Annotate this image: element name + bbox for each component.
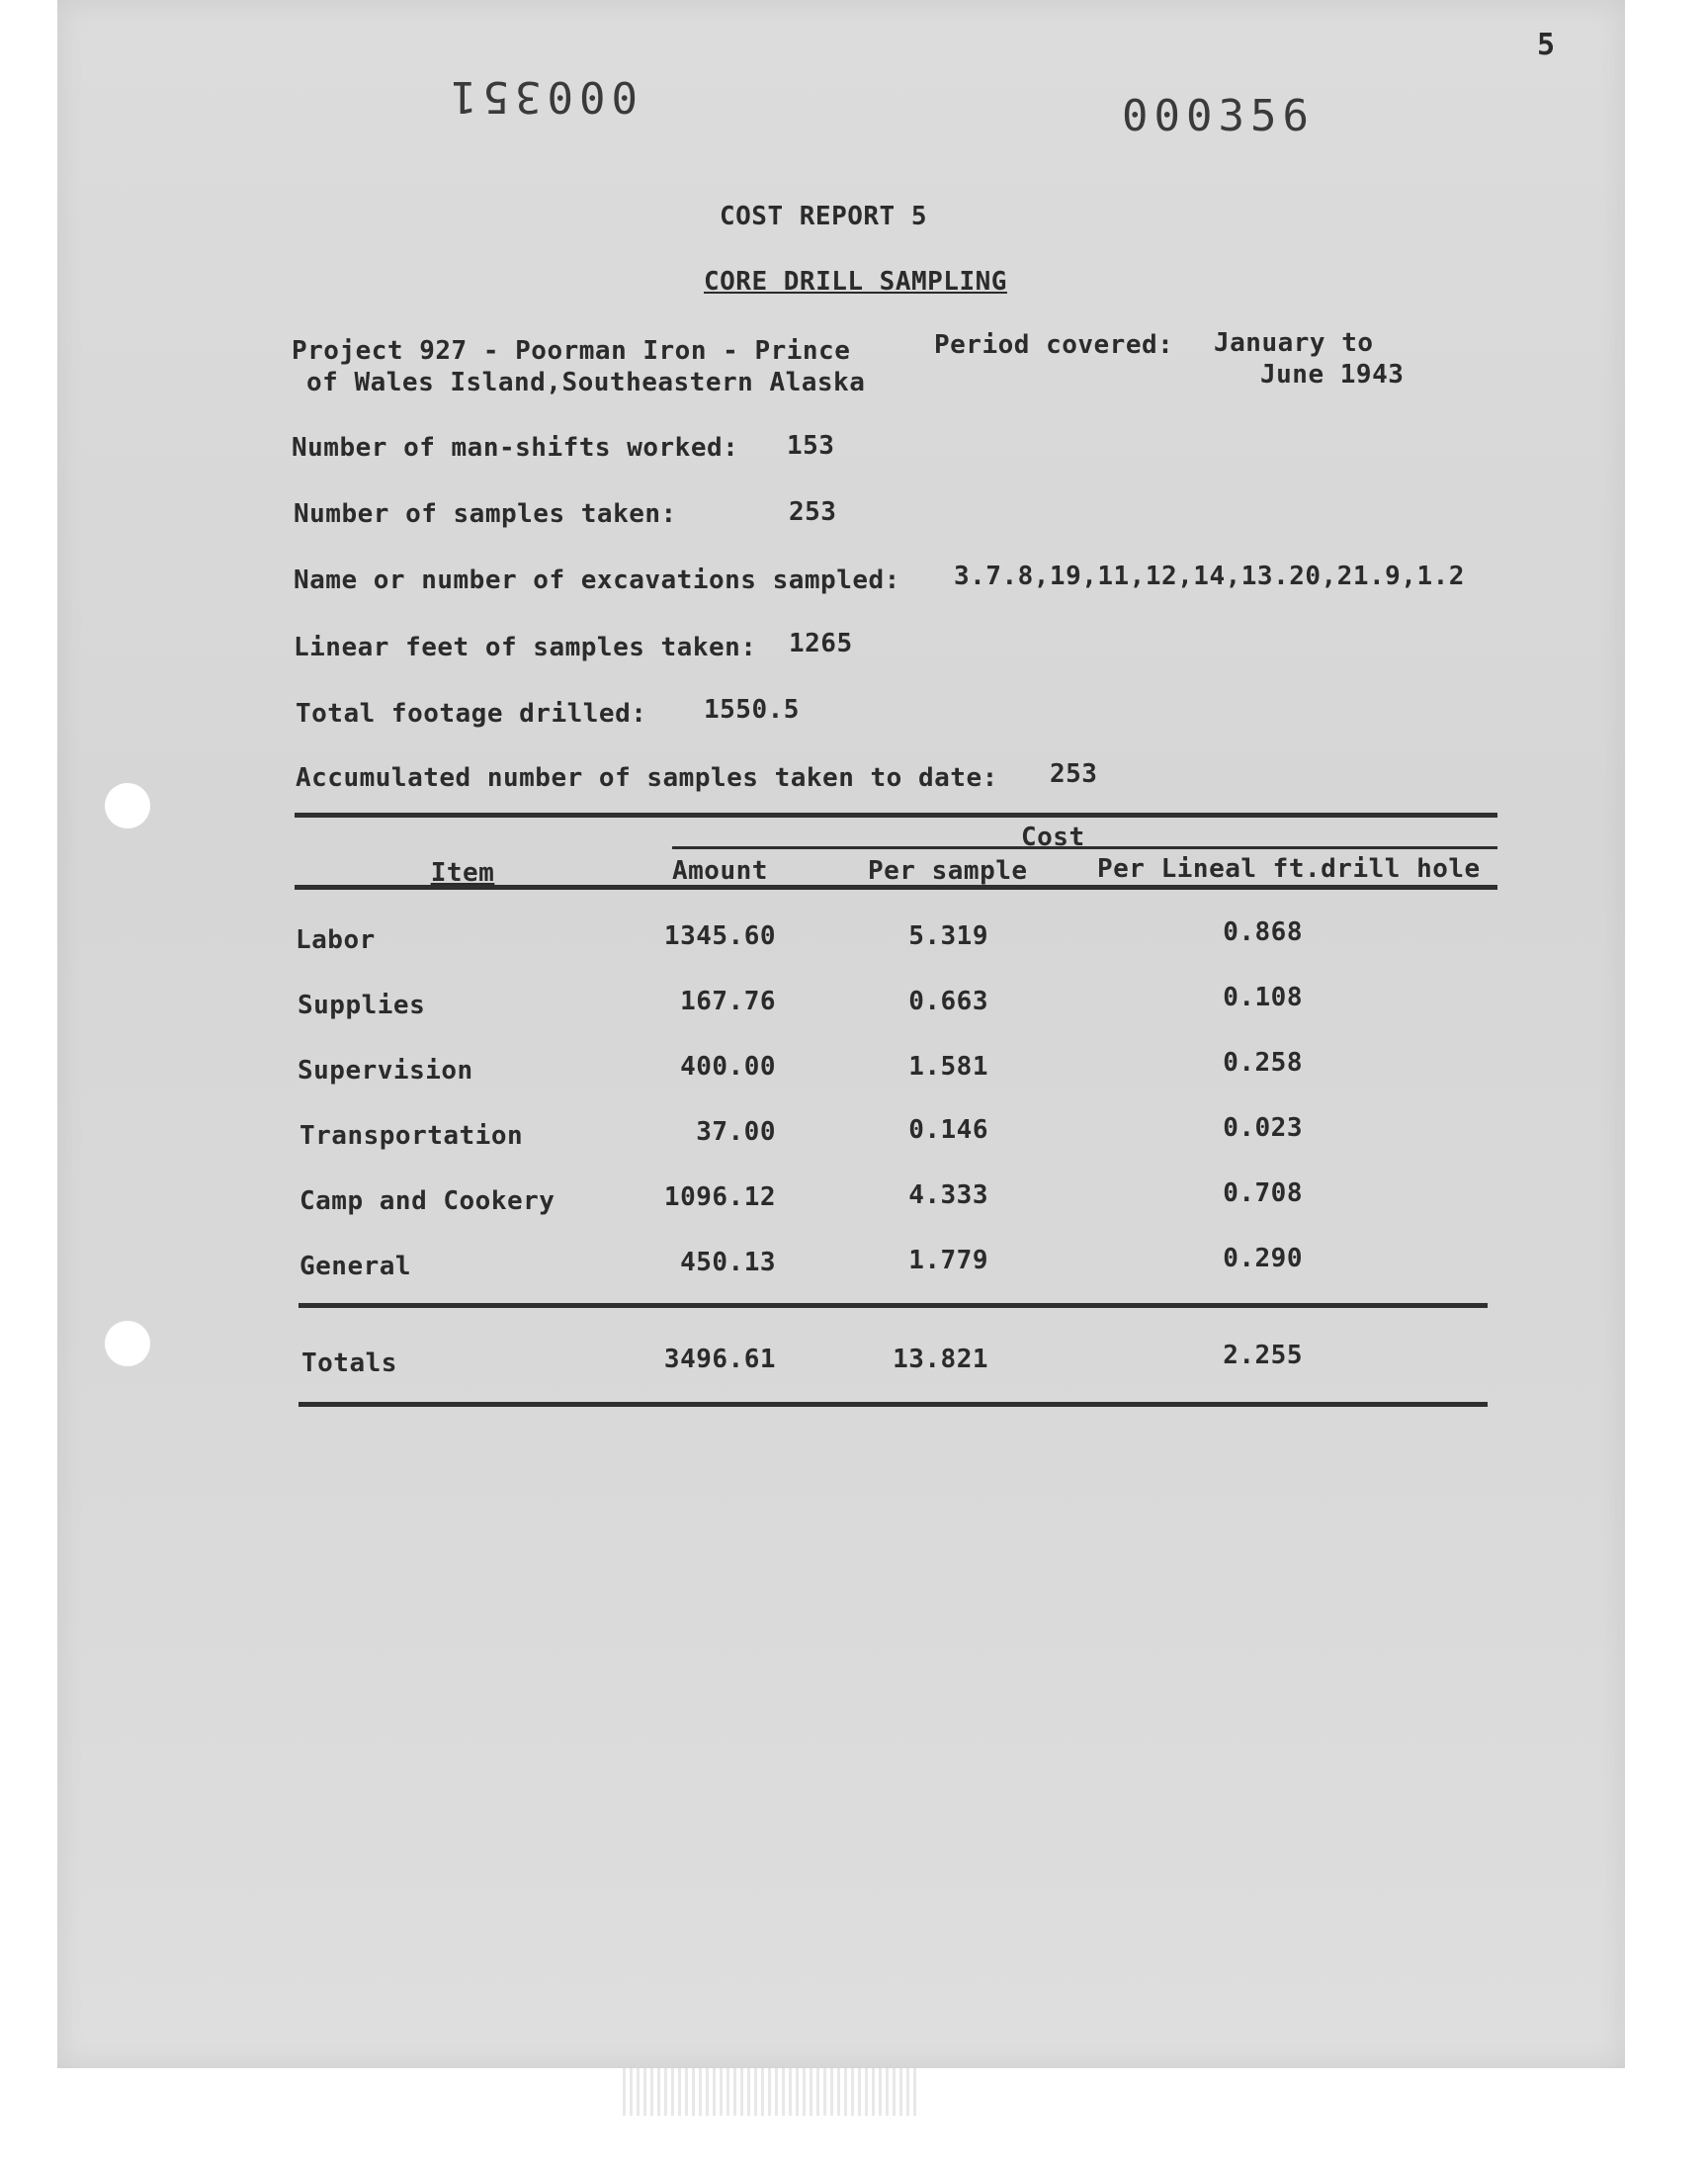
table-bottom-rule <box>299 1402 1488 1407</box>
field-label-man-shifts: Number of man-shifts worked: <box>292 433 739 463</box>
period-value-line-2: June 1943 <box>1260 360 1405 390</box>
row-per-sample: 1.779 <box>908 1246 988 1275</box>
row-amount: 37.00 <box>696 1117 776 1147</box>
field-value-man-shifts: 153 <box>787 431 835 461</box>
row-per-sample: 0.663 <box>908 987 988 1016</box>
table-group-header-cost: Cost <box>1021 823 1085 852</box>
table-header-per-lineal-ft: Per Lineal ft.drill hole <box>1097 854 1481 884</box>
row-per-lineal-ft: 0.708 <box>1223 1178 1303 1208</box>
row-amount: 1345.60 <box>663 921 776 951</box>
table-top-rule <box>295 813 1497 818</box>
field-label-linear-feet: Linear feet of samples taken: <box>294 633 757 662</box>
scan-artifact <box>623 2068 919 2116</box>
project-line-2: of Wales Island,Southeastern Alaska <box>306 368 866 397</box>
row-per-lineal-ft: 0.290 <box>1223 1244 1303 1273</box>
field-value-linear-feet: 1265 <box>789 629 853 658</box>
row-item: Supplies <box>298 991 426 1020</box>
period-value-line-1: January to <box>1214 328 1374 358</box>
field-value-excavations: 3.7.8,19,11,12,14,13.20,21.9,1.2 <box>954 562 1465 591</box>
totals-item: Totals <box>301 1348 397 1378</box>
punch-hole-bottom <box>105 1321 150 1366</box>
stamp-top-left <box>445 71 638 122</box>
table-header-amount: Amount <box>672 856 768 886</box>
totals-top-rule <box>299 1303 1488 1308</box>
stamp-top-right: 000356 <box>1122 91 1315 141</box>
document-page <box>57 0 1625 2068</box>
field-label-excavations: Name or number of excavations sampled: <box>294 566 900 595</box>
row-per-lineal-ft: 0.023 <box>1223 1113 1303 1143</box>
row-item: Labor <box>296 925 376 955</box>
field-label-accumulated: Accumulated number of samples taken to date: <box>296 763 998 793</box>
report-subtitle: CORE DRILL SAMPLING <box>704 267 1007 297</box>
row-amount: 450.13 <box>680 1248 776 1277</box>
row-per-sample: 5.319 <box>908 921 988 951</box>
period-label: Period covered: <box>934 330 1174 360</box>
project-line-1: Project 927 - Poorman Iron - Prince <box>292 336 851 366</box>
field-value-samples-taken: 253 <box>789 497 837 527</box>
field-value-accumulated: 253 <box>1050 759 1098 789</box>
row-amount: 167.76 <box>680 987 776 1016</box>
row-per-sample: 1.581 <box>908 1052 988 1082</box>
row-per-lineal-ft: 0.108 <box>1223 983 1303 1012</box>
row-per-lineal-ft: 0.258 <box>1223 1048 1303 1078</box>
row-per-lineal-ft: 0.868 <box>1223 917 1303 947</box>
field-value-total-footage: 1550.5 <box>704 695 800 725</box>
row-item: Transportation <box>299 1121 524 1151</box>
stamp-top-left-text: 000351 <box>445 71 638 122</box>
row-per-sample: 4.333 <box>908 1180 988 1210</box>
page-number: 5 <box>1537 28 1556 62</box>
report-title: COST REPORT 5 <box>720 202 927 231</box>
field-label-total-footage: Total footage drilled: <box>296 699 647 729</box>
row-per-sample: 0.146 <box>908 1115 988 1145</box>
totals-amount: 3496.61 <box>663 1345 776 1374</box>
table-header-per-sample: Per sample <box>868 856 1028 886</box>
row-item: Supervision <box>298 1056 473 1086</box>
totals-per-lineal-ft: 2.255 <box>1223 1341 1303 1370</box>
totals-per-sample: 13.821 <box>893 1345 988 1374</box>
table-header-item: Item <box>430 858 495 888</box>
row-item: Camp and Cookery <box>299 1186 555 1216</box>
row-item: General <box>299 1252 412 1281</box>
field-label-samples-taken: Number of samples taken: <box>294 499 677 529</box>
punch-hole-top <box>105 783 150 828</box>
row-amount: 1096.12 <box>663 1182 776 1212</box>
row-amount: 400.00 <box>680 1052 776 1082</box>
